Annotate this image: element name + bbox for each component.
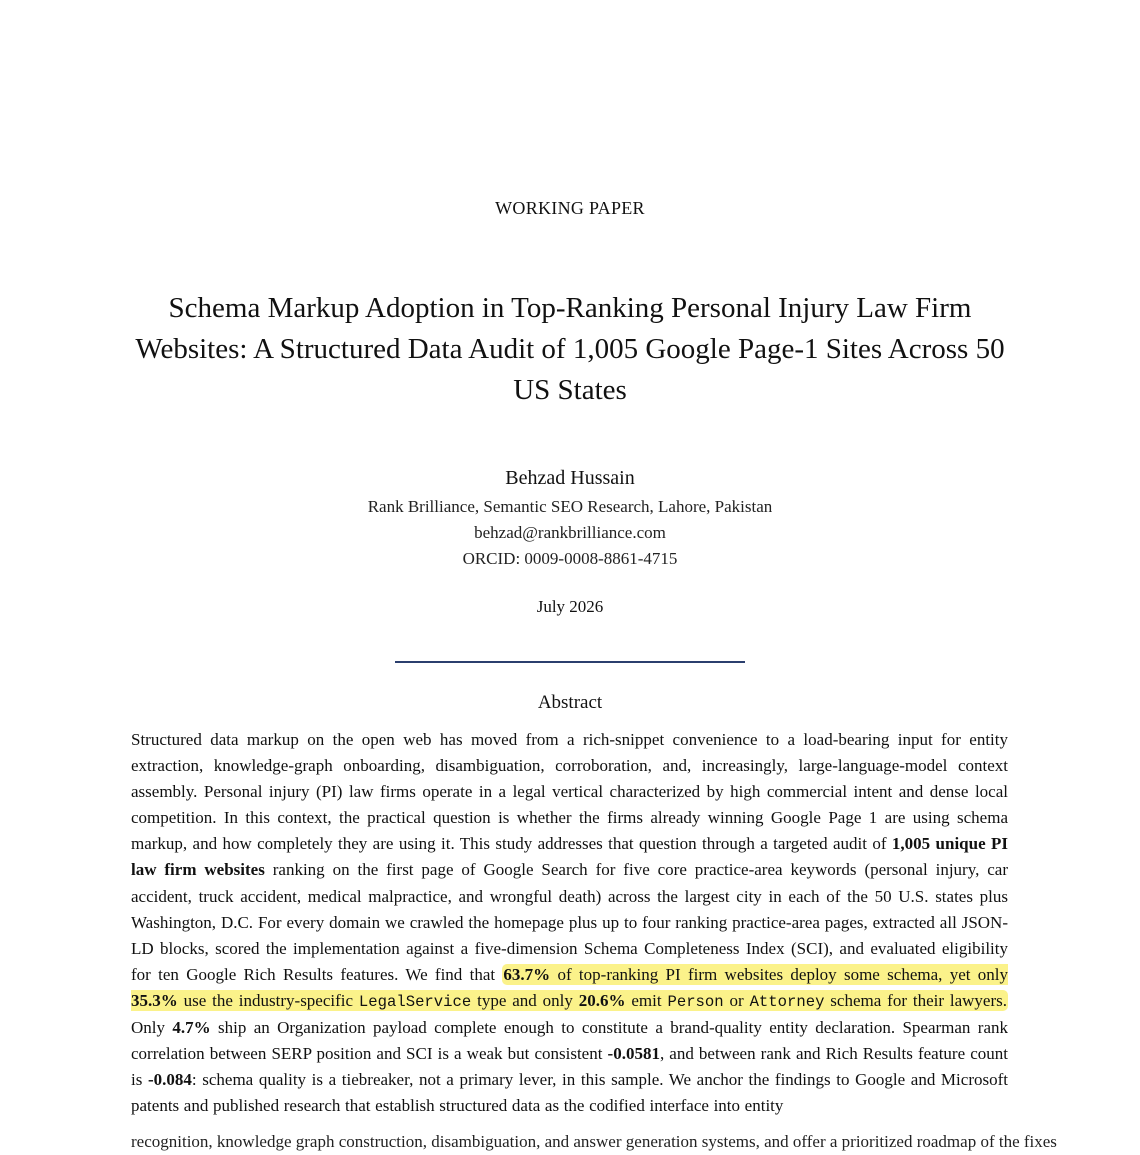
abstract-text: Only — [131, 1018, 173, 1038]
cut-off-line — [131, 1132, 1057, 1155]
abstract-text: use the industry-specific — [177, 990, 359, 1010]
code-term: Attorney — [749, 992, 825, 1011]
abstract-body — [131, 727, 1008, 1119]
author-email: behzad@rankbrilliance.com — [474, 523, 666, 542]
code-term: Person — [667, 992, 724, 1011]
paper-date: July 2026 — [536, 597, 604, 616]
abstract-bold-stat: 63.7% — [503, 964, 551, 984]
abstract-text: emit — [625, 990, 668, 1010]
author-affiliation: Rank Brilliance, Semantic SEO Research, Lahore, Pakistan — [367, 497, 773, 516]
paper-type-label: WORKING PAPER — [495, 198, 645, 218]
abstract-bold-stat: 4.7% — [172, 1018, 211, 1038]
abstract-text-cut-off: recognition, knowledge graph construction, disambiguation, and answer generation systems, and offer a prioritized roadmap of the fixes — [131, 1132, 1057, 1151]
abstract-heading: Abstract — [537, 692, 603, 713]
abstract-text: ship an Organization payload complete enough to constitute a brand-quality entity declaration. Spearman rank correlation between SERP position and SCI is a weak but consistent — [131, 1018, 1008, 1064]
section-divider — [395, 661, 745, 663]
abstract-text: Structured data markup on the open web has moved from a rich-snippet convenience to a load-bearing input for entity extraction, knowledge-graph onboarding, disambiguation, corroboration, and, increasingly, large-language-model context assembly. Personal injury (PI) law firms operate in a legal vertical characterized by high commercial intent and dense local competition. In this context, the practical question is whether the firms already winning Google Page 1 are using schema markup, and how completely they are using it. This study addresses that question through a targeted audit of — [131, 730, 1008, 854]
author-orcid: ORCID: 0009-0008-8861-4715 — [462, 549, 678, 568]
abstract-text: , and between rank and Rich Results feature count is — [131, 1044, 1008, 1090]
author-name: Behzad Hussain — [505, 467, 635, 489]
abstract-text: ranking on the first page of Google Search for five core practice-area keywords (personal injury, car accident, truck accident, medical malpractice, and wrongful death) across the largest city in each of the 50 U.S. states plus Washington, D.C. For every domain we crawled the homepage plus up to four ranking practice-area pages, extracted all JSON-LD blocks, scored the implementation against a five-dimension Schema Completeness Index (SCI), and evaluated eligibility for ten Google Rich Results features. We find that — [131, 860, 1008, 984]
abstract-bold-stat: 20.6% — [578, 990, 626, 1010]
code-term: LegalService — [358, 992, 472, 1011]
abstract-bold-sample-size: 1,005 unique PI law firm websites — [131, 834, 1008, 880]
abstract-bold-stat: -0.0581 — [607, 1044, 660, 1064]
abstract-bold-stat: 35.3% — [131, 990, 178, 1010]
abstract-text: of top-ranking PI firm websites deploy some schema, yet only — [550, 964, 1008, 984]
abstract-text: schema for their lawyers. — [824, 990, 1008, 1010]
abstract-text: : schema quality is a tiebreaker, not a primary lever, in this sample. We anchor the findings to Google and Microsoft patents and published research that establish structured data as the codified interface into entity — [131, 1070, 1008, 1116]
abstract-text: type and only — [471, 990, 579, 1010]
abstract-text: or — [723, 990, 750, 1010]
abstract-bold-stat: -0.084 — [147, 1070, 192, 1090]
paper-title: Schema Markup Adoption in Top-Ranking Personal Injury Law Firm Websites: A Structured Data Audit of 1,005 Google Page-1 Sites Across 50 US States — [135, 292, 1005, 406]
